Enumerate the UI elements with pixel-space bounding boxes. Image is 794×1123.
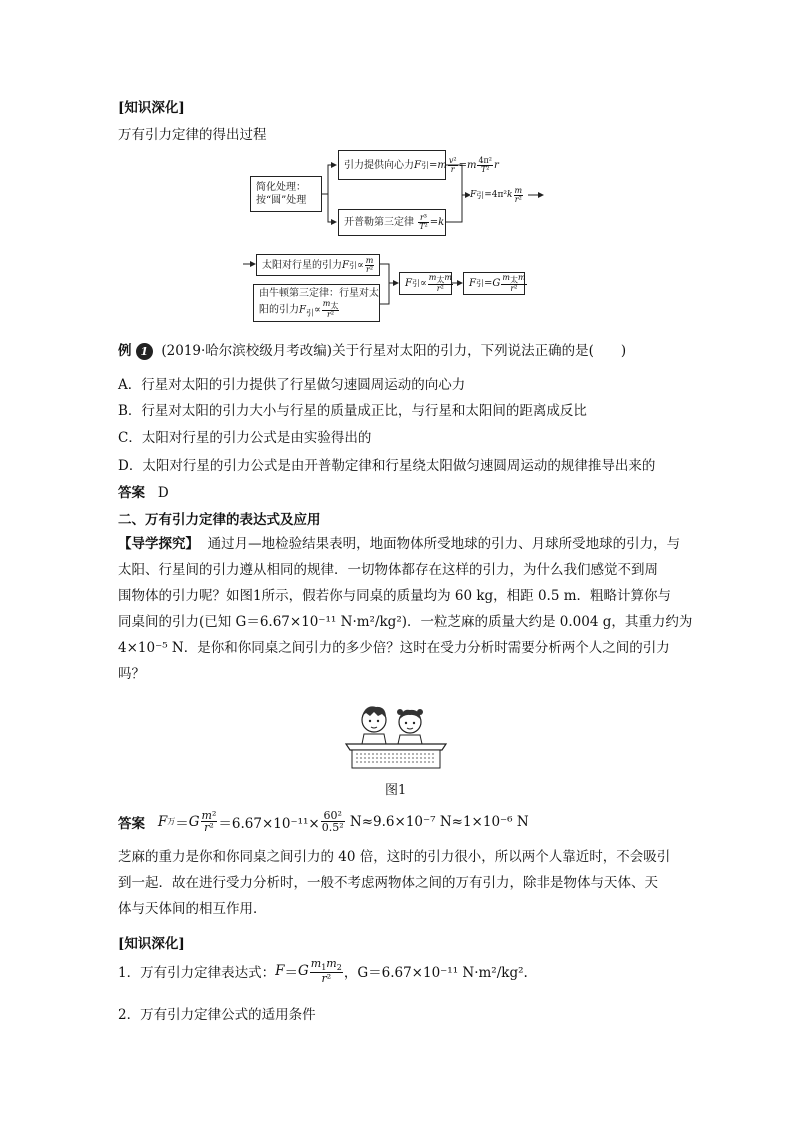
sun-on-planet-label: 太阳对行星的引力 [262, 259, 342, 271]
option-a: A．行星对太阳的引力提供了行星做匀速圆周运动的向心力 [118, 377, 466, 393]
planet-force-formula: F 引 =4π² k $\frac{m}{\text{r²}}$ [470, 186, 528, 204]
guide-line-2: 太阳、行星间的引力遵从相同的规律．一切物体都存在这样的引力，为什么我们感觉不到周 [118, 562, 658, 578]
answer-two-tail: N≈9.6×10⁻⁷ N≈1×10⁻⁶ N [349, 813, 529, 830]
option-b: B．行星对太阳的引力大小与行星的质量成正比，与行星和太阳间的距离成反比 [118, 403, 587, 419]
figure-caption: 图1 [385, 783, 407, 798]
sun-on-planet-box: 太阳对行星的引力 F 引 ∝ $\frac{m}{\text{r²}}$ [256, 254, 380, 276]
answer-two: 答案 F 万 ＝ G $\frac{\text{m²}}{\text{r²}}$ ＝6.67×10⁻¹¹× $\frac{\text{60²}}{\text{0.5²}}$ N≈9.6×10⁻⁷ N≈1×10⁻⁶ N [118, 809, 529, 834]
explanation-line-1: 芝麻的重力是你和你同桌之间引力的 40 倍，这时的引力很小，所以两个人靠近时，不会吸引 [118, 849, 671, 865]
guide-line-5: 4×10⁻⁵ N．是你和你同桌之间引力的多少倍？这时在受力分析时需要分析两个人之间的引力 [118, 640, 670, 656]
answer-two-result: ＝6.67×10⁻¹¹× [218, 815, 320, 832]
example-label: 例 [118, 343, 132, 359]
guide-line-4: 同桌间的引力(已知 G＝6.67×10⁻¹¹ N·m²/kg²)．一粒芝麻的质量大约是 0.004 g，其重力约为 [118, 614, 693, 630]
newton-line-2: 阳的引力$F_引\propto$ $\frac{m_太}{\text{r²}}$ [259, 298, 339, 320]
guide-line-3: 围物体的引力呢？如图1所示，假若你与同桌的质量均为 60 kg，相距 0.5 m．粗略计算你与 [118, 588, 672, 604]
option-c: C．太阳对行星的引力公式是由实验得出的 [118, 430, 372, 446]
example-question [118, 339, 626, 360]
section-two-title: 二、万有引力定律的表达式及应用 [118, 512, 321, 528]
point-1-prefix: 1．万有引力定律表达式： [118, 965, 276, 982]
derivation-title: 万有引力定律的得出过程 [118, 127, 267, 143]
guide-label: 【导学探究】 [118, 536, 199, 552]
kepler-box: 开普勒第三定律 $\frac{\text{r³}}{\text{T²}}$ = k [338, 209, 446, 236]
gravitation-law-box: F 引 = G $\frac{m_太m}{\text{r²}}$ [463, 272, 525, 295]
knowledge-heading-2: [知识深化] [118, 936, 185, 952]
example-answer [118, 481, 169, 501]
simplify-box [250, 176, 322, 212]
explanation-line-2: 到一起．故在进行受力分析时，一般不考虑两物体之间的万有引力，除非是物体与天体、天 [118, 875, 658, 891]
example-number-badge: 1 [136, 343, 153, 360]
guide-line-1: 通过月—地检验结果表明，地面物体所受地球的引力、月球所受地球的引力，与 [207, 536, 681, 552]
explanation-paragraph [118, 844, 678, 922]
centripetal-label: 引力提供向心力 [344, 159, 414, 171]
newton-line-1: 由牛顿第三定律：行星对太 [259, 287, 379, 299]
simplify-line-1: 简化处理： [256, 182, 306, 193]
point-2: 2．万有引力定律公式的适用条件 [118, 1007, 316, 1023]
kepler-label: 开普勒第三定律 [344, 217, 414, 228]
example-answer-label: 答案 [118, 485, 145, 501]
desk-mates-illustration [342, 700, 452, 772]
guide-line-6: 吗？ [118, 666, 145, 682]
proportional-box: F 引 ∝ $\frac{m_太m}{\text{r²}}$ [399, 272, 452, 295]
newton-third-law-box [253, 284, 380, 322]
knowledge-heading: [知识深化] [118, 100, 185, 116]
explanation-line-3: 体与天体间的相互作用． [118, 901, 267, 917]
option-d: D．太阳对行星的引力公式是由开普勒定律和行星绕太阳做匀速圆周运动的规律推导出来的 [118, 458, 656, 474]
centripetal-box: 引力提供向心力 F 引 = m $\frac{\text{v²}}{r}$ = m $\frac{\text{4π²}}{\text{T²}}$ r [338, 150, 446, 180]
point-1-g-value: ，G＝6.67×10⁻¹¹ N·m²/kg². [343, 965, 528, 982]
example-question-text: (2019·哈尔滨校级月考改编)关于行星对太阳的引力，下列说法正确的是( ) [161, 343, 627, 359]
simplify-line-2: 按“圆”处理 [256, 195, 307, 206]
answer-two-label: 答案 [118, 815, 145, 832]
point-1: 1．万有引力定律表达式： F ＝ G $\frac{m_1m_2}{\text{r²}}$ ，G＝6.67×10⁻¹¹ N·m²/kg². [118, 957, 528, 986]
example-answer-value: D [157, 485, 169, 501]
guide-paragraph [118, 531, 693, 687]
